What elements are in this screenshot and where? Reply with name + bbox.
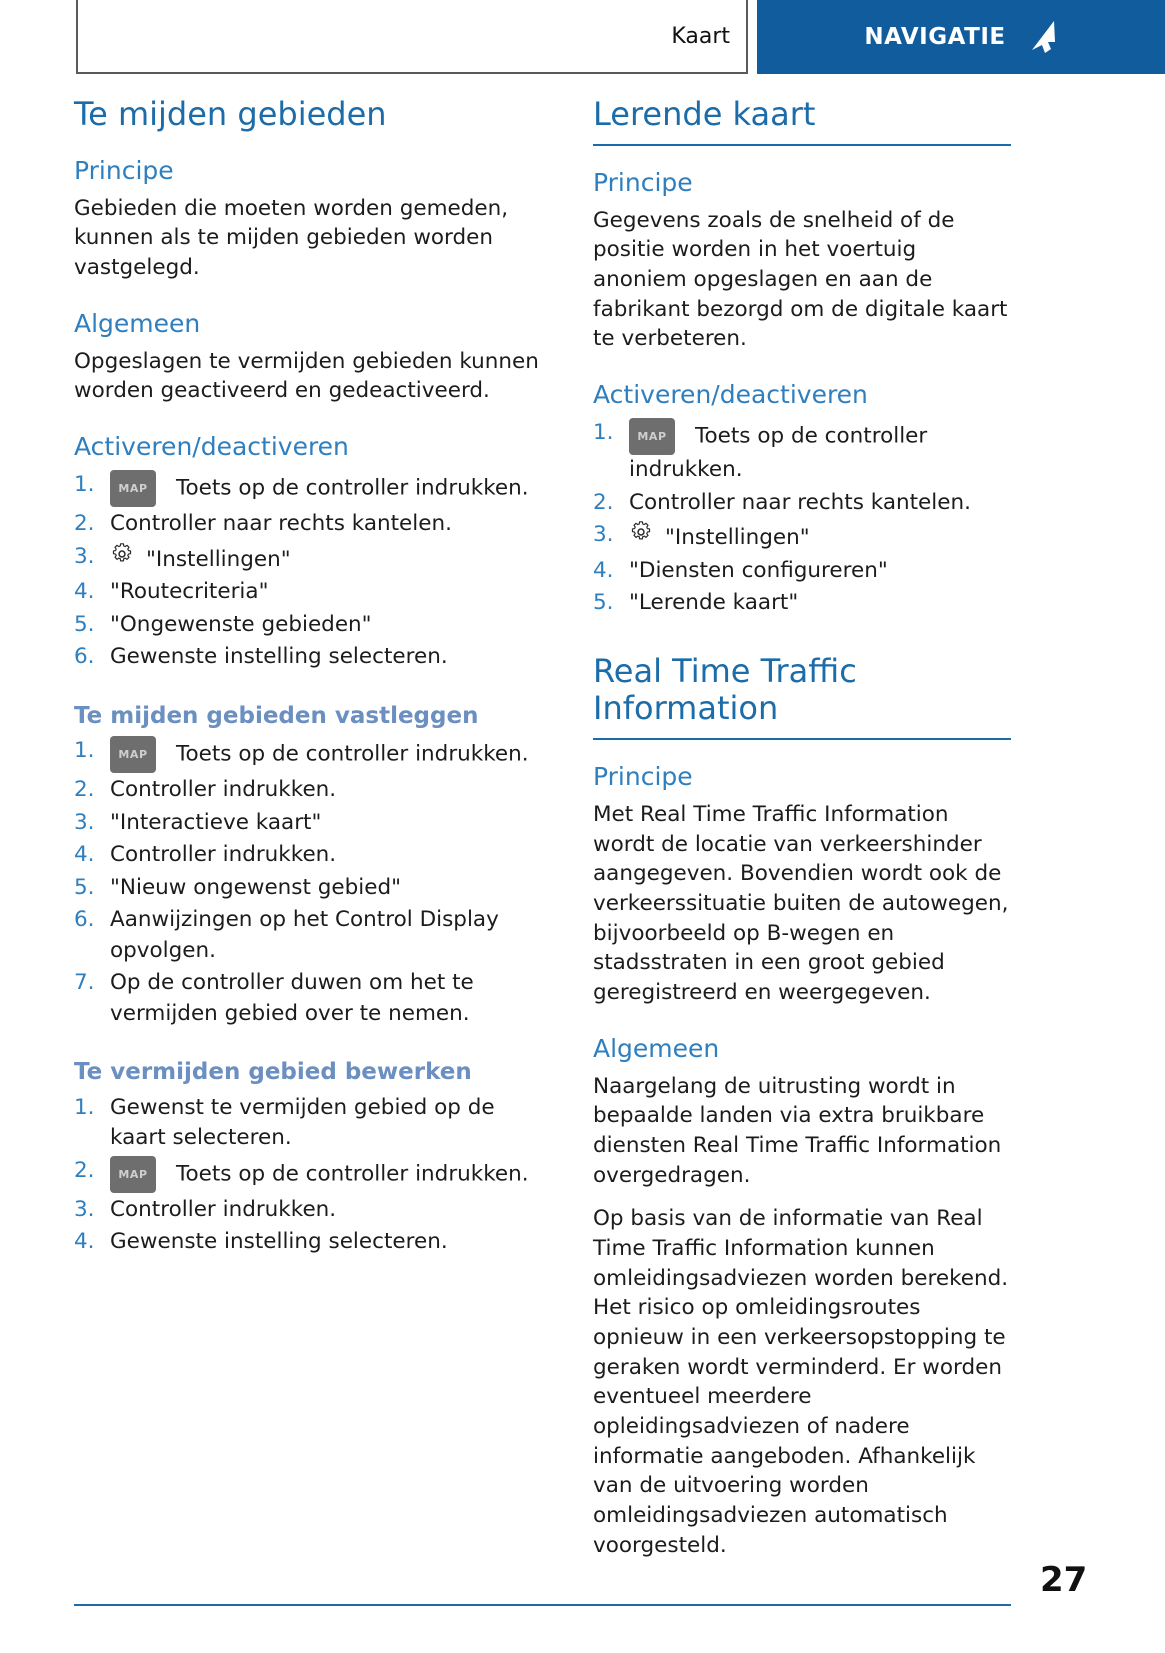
list-item-body	[110, 808, 544, 839]
list-item-body	[110, 840, 544, 871]
header-tab-box	[76, 0, 748, 74]
list-item-body	[629, 556, 1011, 587]
list-item-number: 6.	[74, 907, 95, 933]
section-activeren-deactiveren: Activeren/deactiveren	[74, 432, 349, 462]
list-item-number: 3.	[74, 543, 95, 569]
list-item-text: "Diensten configureren"	[629, 557, 888, 583]
list-item	[74, 610, 544, 641]
list-item-body	[629, 588, 1011, 619]
page-title-lerende-kaart: Lerende kaart	[593, 96, 1011, 146]
gear-icon	[110, 542, 134, 566]
list-item-number: 2.	[74, 1157, 95, 1183]
list-item-body	[110, 736, 544, 773]
list-item-number: 1.	[74, 738, 95, 764]
paragraph-rtti-principe: Met Real Time Traffic Information wordt de locatie van verkeershinder aangegeven. Bovendien wordt ook de verkeerssituatie buiten de autowegen, bijvoorbeeld op B-wegen en stadsstraten in een groot gebied geregistreerd en weergegeven.	[593, 802, 1009, 1006]
list-item-number: 3.	[593, 522, 614, 548]
list-item-text: Controller indrukken.	[110, 1196, 337, 1222]
list-item-body	[110, 542, 544, 576]
section-lerende-kaart-principe: Principe	[593, 167, 693, 197]
list-item	[74, 1227, 544, 1258]
list-item-body	[110, 610, 544, 641]
map-button-icon[interactable]: MAP	[629, 418, 675, 455]
right-column	[593, 96, 1011, 1574]
list-item-text: Aanwijzingen op het Control Display opvolgen.	[110, 907, 499, 963]
section-principe: Principe	[74, 155, 174, 185]
list-item-number: 2.	[74, 777, 95, 803]
list-item-number: 4.	[74, 1229, 95, 1255]
paragraph-rtti-algemeen-1: Naargelang de uitrusting wordt in bepaalde landen via extra bruikbare diensten Real Time Traffic Information overgedragen.	[593, 1073, 1002, 1188]
list-item-text: Gewenst te vermijden gebied op de kaart selecteren.	[110, 1094, 495, 1151]
page-footer	[0, 1560, 1165, 1630]
list-item-number: 3.	[74, 1196, 95, 1222]
list-item-body	[629, 488, 1011, 519]
steps-vastleggen	[74, 736, 544, 1029]
list-item	[74, 1195, 544, 1226]
list-item-text: "Nieuw ongewenst gebied"	[110, 874, 402, 900]
list-item-number: 6.	[74, 644, 95, 670]
list-item-text: Toets op de controller indrukken.	[176, 741, 529, 767]
list-item-number: 2.	[593, 489, 614, 515]
list-item	[74, 1093, 544, 1154]
list-item-body	[110, 642, 544, 673]
header-banner-label: NAVIGATIE	[864, 24, 1006, 50]
list-item-text: Toets op de controller indrukken.	[176, 1161, 529, 1187]
list-item	[74, 905, 544, 966]
paragraph-algemeen: Opgeslagen te vermijden gebieden kunnen worden geactiveerd en gedeactiveerd.	[74, 348, 539, 404]
list-item-text: "Lerende kaart"	[629, 590, 799, 616]
header-tab-label: Kaart	[671, 23, 730, 49]
subsection-te-mijden-gebieden-vastleggen: Te mijden gebieden vastleggen	[74, 702, 479, 729]
list-item-number: 1.	[74, 1094, 95, 1120]
list-item-text: "Instellingen"	[146, 546, 291, 572]
list-item-number: 4.	[74, 579, 95, 605]
list-item-text: Op de controller duwen om het te vermijden gebied over te nemen.	[110, 970, 474, 1026]
list-item-number: 4.	[74, 842, 95, 868]
list-item	[74, 808, 544, 839]
list-item	[74, 642, 544, 673]
list-item	[593, 418, 1011, 486]
list-item-number: 5.	[74, 874, 95, 900]
list-item-text: Gewenste instelling selecteren.	[110, 1229, 448, 1255]
gear-icon	[629, 520, 653, 544]
list-item	[593, 520, 1011, 554]
list-item	[74, 509, 544, 540]
list-item-number: 1.	[593, 420, 614, 446]
map-button-icon[interactable]: MAP	[110, 736, 156, 773]
list-item-body	[629, 418, 1011, 486]
list-item-number: 1.	[74, 472, 95, 498]
section-algemeen: Algemeen	[74, 308, 201, 338]
list-item-body	[110, 577, 544, 608]
list-item-number: 2.	[74, 511, 95, 537]
list-item-text: Controller indrukken.	[110, 777, 337, 803]
section-rtti-principe: Principe	[593, 762, 693, 792]
list-item	[74, 873, 544, 904]
paragraph-lerende-kaart-principe: Gegevens zoals de snelheid of de positie worden in het voertuig anoniem opgeslagen en aan de fabrikant bezorgd om de digitale kaart te verbeteren.	[593, 207, 1008, 352]
list-item-body	[110, 905, 544, 966]
list-item-body	[110, 470, 544, 507]
list-item-text: Toets op de controller indrukken.	[176, 475, 529, 501]
list-item-text: Controller naar rechts kantelen.	[110, 511, 452, 537]
left-column	[74, 96, 544, 1260]
list-item-text: Toets op de controller indrukken.	[629, 423, 928, 483]
footer-divider	[74, 1604, 1011, 1606]
list-item-body	[110, 1195, 544, 1226]
subsection-te-vermijden-gebied-bewerken: Te vermijden gebied bewerken	[74, 1059, 472, 1086]
paragraph-rtti-algemeen-2: Op basis van de informatie van Real Time Traffic Information kunnen omleidingsadviezen worden berekend. Het risico op omleidingsroutes opnieuw in een verkeersopstopping te geraken wordt verminderd. Er worden eventueel meerdere opleidingsadviezen of nadere informatie aangeboden. Afhankelijk van de uitvoering worden omleidingsadviezen automatisch voorgesteld.	[593, 1206, 1009, 1558]
list-item	[593, 556, 1011, 587]
list-item-number: 3.	[74, 809, 95, 835]
list-item-body	[110, 1227, 544, 1258]
paragraph-principe: Gebieden die moeten worden gemeden, kunnen als te mijden gebieden worden vastgelegd.	[74, 195, 509, 281]
list-item	[74, 840, 544, 871]
gear-icon-wrapper[interactable]	[110, 542, 134, 566]
list-item-text: "Instellingen"	[665, 525, 810, 551]
list-item	[74, 542, 544, 576]
steps-lerende-kaart-activeren	[593, 418, 1011, 619]
list-item	[593, 588, 1011, 619]
map-button-icon[interactable]: MAP	[110, 1156, 156, 1193]
list-item-text: "Interactieve kaart"	[110, 809, 322, 835]
list-item	[74, 577, 544, 608]
section-rtti-algemeen: Algemeen	[593, 1033, 720, 1063]
list-item	[74, 736, 544, 773]
page-title-te-mijden-gebieden: Te mijden gebieden	[74, 95, 387, 133]
list-item-text: Controller naar rechts kantelen.	[629, 489, 971, 515]
list-item	[74, 775, 544, 806]
list-item-text: "Routecriteria"	[110, 579, 269, 605]
list-item	[74, 1156, 544, 1193]
list-item-body	[629, 520, 1011, 554]
list-item-number: 4.	[593, 557, 614, 583]
list-item-body	[110, 509, 544, 540]
list-item-text: Gewenste instelling selecteren.	[110, 644, 448, 670]
list-item-number: 5.	[593, 590, 614, 616]
list-item-body	[110, 1156, 544, 1193]
list-item-number: 7.	[74, 970, 95, 996]
list-item-body	[110, 873, 544, 904]
page-header	[0, 0, 1165, 78]
list-item	[593, 488, 1011, 519]
list-item-body	[110, 968, 544, 1029]
gear-icon-wrapper[interactable]	[629, 520, 653, 544]
list-item	[74, 968, 544, 1029]
list-item-number: 5.	[74, 611, 95, 637]
navigation-arrow-icon	[1028, 20, 1058, 54]
list-item-body	[110, 775, 544, 806]
page-number: 27	[1040, 1560, 1088, 1600]
list-item	[74, 470, 544, 507]
list-item-text: Controller indrukken.	[110, 842, 337, 868]
map-button-icon[interactable]: MAP	[110, 470, 156, 507]
section-lerende-kaart-activeren: Activeren/deactiveren	[593, 380, 868, 410]
steps-activeren-deactiveren	[74, 470, 544, 673]
steps-bewerken	[74, 1093, 544, 1258]
page-title-real-time-traffic-information: Real Time Traffic Information	[593, 653, 1011, 741]
list-item-text: "Ongewenste gebieden"	[110, 611, 372, 637]
header-navigation-banner	[757, 0, 1165, 74]
list-item-body	[110, 1093, 544, 1154]
